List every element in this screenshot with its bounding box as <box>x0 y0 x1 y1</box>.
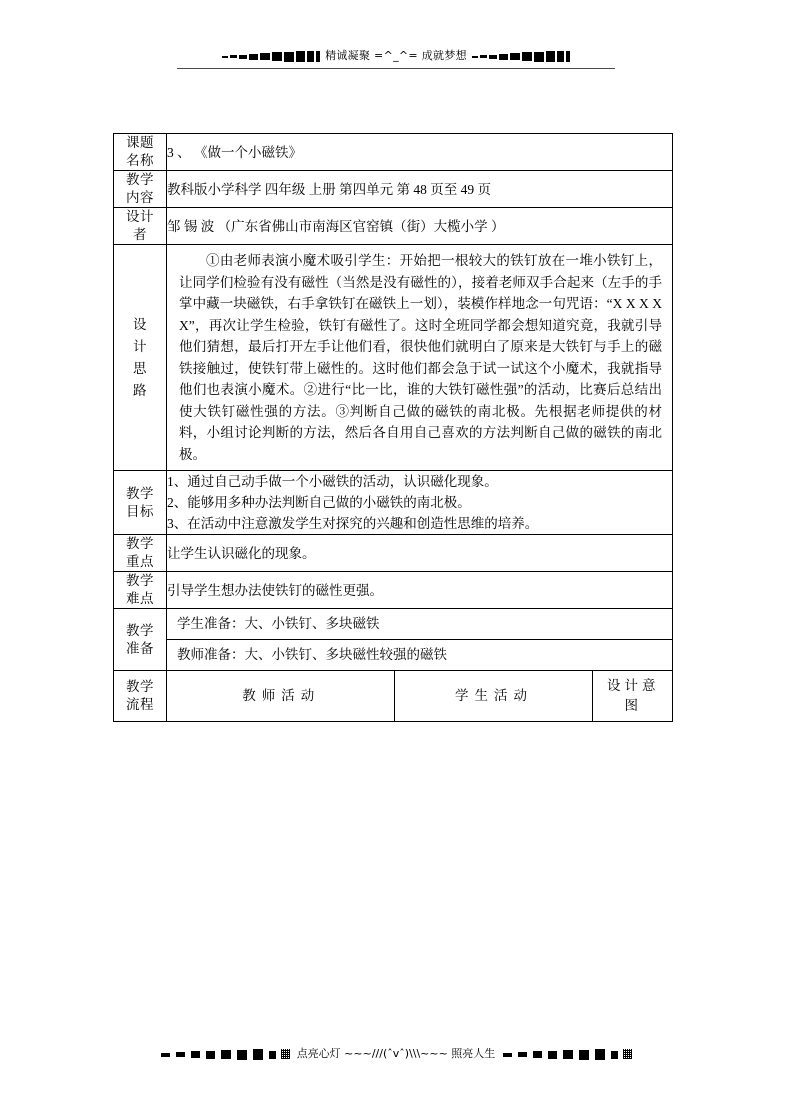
header-decoration-left-icon <box>221 49 321 63</box>
row-value-title: 3 、 《做一个小磁铁》 <box>167 134 673 171</box>
row-label-objectives: 教学 目标 <box>114 471 167 535</box>
table-row-process-header <box>114 671 673 722</box>
footer-decoration-right-icon <box>500 1047 621 1061</box>
row-value-difficulty: 引导学生想办法使铁钉的磁性更强。 <box>167 572 673 609</box>
preparation-subtable <box>167 609 672 670</box>
footer-banner <box>158 1047 635 1061</box>
page-footer <box>0 1044 792 1062</box>
row-label-process: 教学 流程 <box>114 671 167 722</box>
table-row-objectives <box>114 471 673 535</box>
footer-hatch-left-icon <box>281 1049 290 1059</box>
row-label-designer: 设计 者 <box>114 208 167 245</box>
header-title: 精诚凝聚 =^_^= 成就梦想 <box>325 49 467 63</box>
process-header-row <box>167 671 672 721</box>
table-row-designer <box>114 208 673 245</box>
header-decoration-right-icon <box>471 49 571 63</box>
table-row-title <box>114 134 673 171</box>
table-row-key-point <box>114 535 673 572</box>
objective-item: 3、在活动中注意激发学生对探究的兴趣和创造性思维的培养。 <box>167 516 539 531</box>
preparation-student-row <box>167 609 672 640</box>
row-value-designer: 邹 锡 波 （广东省佛山市南海区官窑镇（街）大榄小学 ） <box>167 208 673 245</box>
table-row-content <box>114 171 673 208</box>
preparation-teacher-value: 教师准备：大、小铁钉、多块磁性较强的磁铁 <box>177 647 447 662</box>
table-row-preparation <box>114 609 673 671</box>
row-label-key-point: 教学 重点 <box>114 535 167 572</box>
row-label-difficulty: 教学 难点 <box>114 572 167 609</box>
row-label-preparation: 教学 准备 <box>114 609 167 671</box>
row-label-content: 教学 内容 <box>114 171 167 208</box>
header-banner <box>221 49 571 63</box>
page-header <box>0 46 792 64</box>
footer-decoration-left-icon <box>158 1047 279 1061</box>
process-col-teacher: 教师活动 <box>167 671 394 721</box>
design-idea-paragraph: ①由老师表演小魔术吸引学生：开始把一根较大的铁钉放在一堆小铁钉上，让同学们检验有没有磁性（当然是没有磁性的），接着老师双手合起来（左手的手掌中藏一块磁铁，右手拿铁钉在磁铁上一划），装模作样地念一句咒语：“X X X X X”，再次让学生检验，铁钉有磁性了。这时全班同学都会想知道究竟，我就引导他们猜想，最后打开左手让他们看，很快他们就明白了原来是大铁钉与手上的磁铁接触过，使铁钉带上磁性的。这时他们都会急于试一试这个小魔术，我就指导他们也表演小魔术。②进行“比一比，谁的大铁钉磁性强”的活动，比赛后总结出使大铁钉磁性强的方法。③判断自己做的磁铁的南北极。先根据老师提供的材料，小组讨论判断的方法，然后各自用自己喜欢的方法判断自己做的磁铁的南北极。 <box>179 253 662 462</box>
row-value-content: 教科版小学科学 四年级 上册 第四单元 第 48 页至 49 页 <box>167 171 673 208</box>
objective-item: 1、通过自己动手做一个小磁铁的活动，认识磁化现象。 <box>167 474 498 489</box>
process-col-student: 学生活动 <box>394 671 592 721</box>
process-col-intent: 设计意图 <box>607 678 660 713</box>
objective-item: 2、能够用多种办法判断自己做的小磁铁的南北极。 <box>167 495 471 510</box>
footer-hatch-right-icon <box>623 1049 632 1059</box>
header-rule <box>177 68 615 69</box>
process-columns-table <box>167 671 672 721</box>
process-columns-cell <box>167 671 673 722</box>
row-value-objectives <box>167 471 673 535</box>
lesson-plan-table <box>113 133 673 722</box>
table-row-difficulty <box>114 572 673 609</box>
preparation-student-value: 学生准备：大、小铁钉、多块磁铁 <box>167 609 672 640</box>
row-label-title: 课题 名称 <box>114 134 167 171</box>
row-value-design-idea <box>167 245 673 471</box>
row-value-key-point: 让学生认识磁化的现象。 <box>167 535 673 572</box>
footer-title: 点亮心灯 ~~~///(ˆvˆ)\\\~~~ 照亮人生 <box>296 1047 496 1061</box>
preparation-teacher-row <box>167 640 672 671</box>
table-row-design-idea <box>114 245 673 471</box>
row-label-design-idea: 设 计 思 路 <box>114 245 167 471</box>
row-value-preparation <box>167 609 673 671</box>
